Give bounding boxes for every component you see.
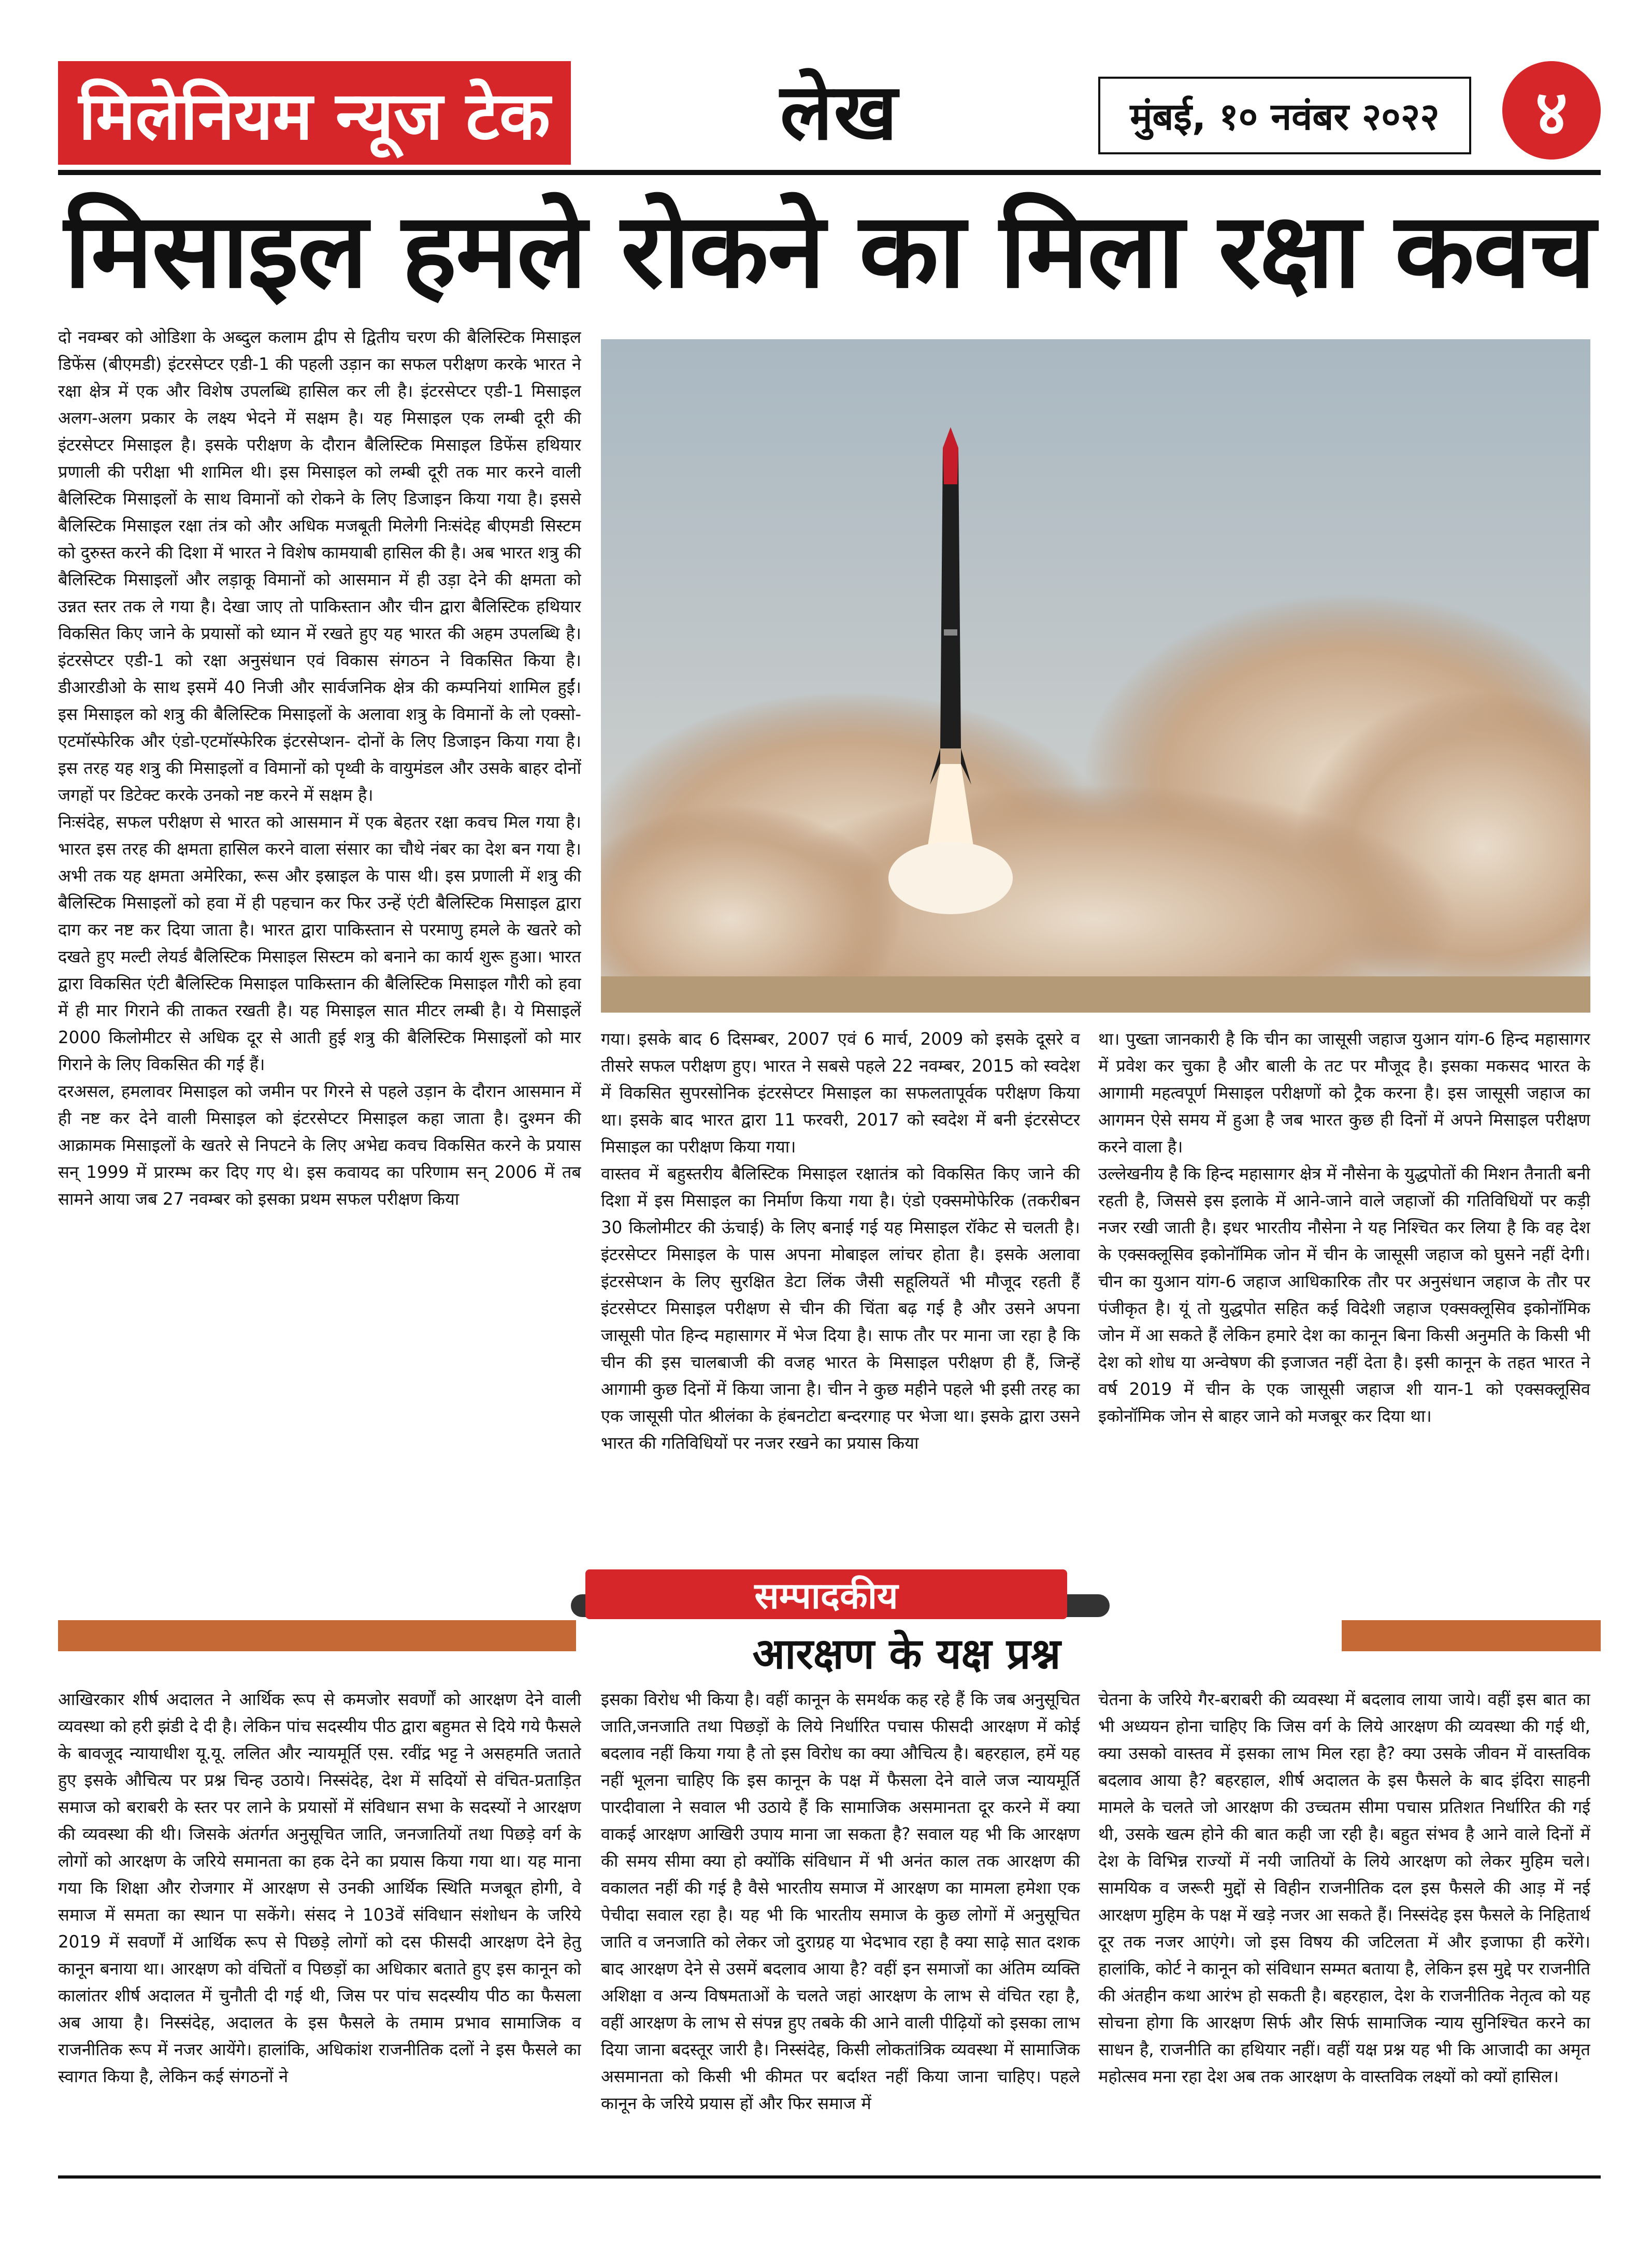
- article-headline: मिसाइल हमले रोकने का मिला रक्षा कवच: [64, 190, 1595, 311]
- article-paragraph: दो नवम्बर को ओडिशा के अब्दुल कलाम द्वीप से द्वितीय चरण की बैलिस्टिक मिसाइल डिफेंस (बीएमडी) इंटरसेप्टर एडी-1 की पहली उड़ान का सफल परीक्षण करके भारत ने रक्षा क्षेत्र में एक और विशेष उपलब्धि हासिल कर ली है। इंटरसेप्टर एडी-1 मिसाइल अलग-अलग प्रकार के लक्ष्य भेदने में सक्षम है। यह मिसाइल एक लम्बी दूरी की इंटरसेप्टर मिसाइल है। इसके परीक्षण के दौरान बैलिस्टिक मिसाइल डिफेंस हथियार प्रणाली की परीक्षा भी शामिल थी। इस मिसाइल को लम्बी दूरी तक मार करने वाली बैलिस्टिक मिसाइलों के साथ विमानों को रोकने के लिए डिजाइन किया गया है। इससे बैलिस्टिक मिसाइल रक्षा तंत्र को और अधिक मजबूती मिलेगी निःसंदेह बीएमडी सिस्टम को दुरुस्त करने की दिशा में भारत ने विशेष कामयाबी हासिल की है। अब भारत शत्रु की बैलिस्टिक मिसाइलों और लड़ाकू विमानों को आसमान में ही उड़ा देने की क्षमता को उन्नत स्तर तक ले गया है। देखा जाए तो पाकिस्तान और चीन द्वारा बैलिस्टिक हथियार विकसित किए जाने के प्रयासों को ध्यान में रखते हुए यह भारत की अहम उपलब्धि है। इंटरसेप्टर एडी-1 को रक्षा अनुसंधान एवं विकास संगठन ने विकसित किया है। डीआरडीओ के साथ इसमें 40 निजी और सार्वजनिक क्षेत्र की कम्पनियां शामिल हुईं। इस मिसाइल को शत्रु की बैलिस्टिक मिसाइलों के अलावा शत्रु के विमानों के लो एक्सो-एटमॉस्फेरिक और एंडो-एटमॉस्फेरिक इंटरसेप्शन- दोनों के लिए डिजाइन किया गया है। इस तरह यह शत्रु की मिसाइलों व विमानों को पृथ्वी के वायुमंडल और उसके बाहर दोनों जगहों पर डिटेक्ट करके उनको नष्ट करने में सक्षम है।: [58, 327, 581, 805]
- editorial-title: आरक्षण के यक्ष प्रश्न: [752, 1629, 1061, 1679]
- editorial-paragraph: चेतना के जरिये गैर-बराबरी की व्यवस्था में बदलाव लाया जाये। वहीं इस बात का भी अध्ययन होना चाहिए कि जिस वर्ग के लिये आरक्षण की व्यवस्था की गई थी, क्या उसको वास्तव में इसका लाभ मिल रहा है? क्या उसके जीवन में वास्तविक बदलाव आया है? बहरहाल, शीर्ष अदालत के इस फैसले के बाद इंदिरा साहनी मामले के चलते जो आरक्षण की उच्चतम सीमा पचास प्रतिशत निर्धारित की गई थी, उसके खत्म होने की बात कही जा रही है। बहुत संभव है आने वाले दिनों में देश के विभिन्न राज्यों में नयी जातियों के लिये आरक्षण को लेकर मुहिम चले। सामयिक व जरूरी मुद्दों से विहीन राजनीतिक दल इस फैसले की आड़ में नई आरक्षण मुहिम के पक्ष में खड़े नजर आ सकते हैं। निस्संदेह इस फैसले के निहितार्थ दूर तक नजर आएंगे। जो इस विषय की जटिलता में और इजाफा ही करेंगे। हालांकि, कोर्ट ने कानून को संविधान सम्मत बताया है, लेकिन इस मुद्दे पर राजनीति की अंतहीन कथा आरंभ हो सकती है। बहरहाल, देश के राजनीतिक नेतृत्व को यह सोचना होगा कि आरक्षण सिर्फ और सिर्फ सामाजिक न्याय सुनिश्चित करने का साधन है, राजनीति का हथियार नहीं। वहीं यक्ष प्रश्न यह भी कि आजादी का अमृत महोत्सव मना रहा देश अब तक आरक्षण के वास्तविक लक्ष्यों को क्यों हासिल।: [1098, 1690, 1590, 2086]
- article-column-1: [58, 324, 581, 1577]
- article-paragraph: गया। इसके बाद 6 दिसम्बर, 2007 एवं 6 मार्च, 2009 को इसके दूसरे व तीसरे सफल परीक्षण हुए। भारत ने सबसे पहले 22 नवम्बर, 2015 को स्वदेश में विकसित सुपरसोनिक इंटरसेप्टर मिसाइल का सफलतापूर्वक परीक्षण किया था। इसके बाद भारत द्वारा 11 फरवरी, 2017 को स्वदेश में बनी इंटरसेप्टर मिसाइल का परीक्षण किया गया।: [601, 1029, 1080, 1157]
- editorial-column-1: [58, 1686, 581, 2173]
- article-paragraph: उल्लेखनीय है कि हिन्द महासागर क्षेत्र में नौसेना के युद्धपोतों की मिशन तैनाती बनी रहती है, जिससे इस इलाके में आने-जाने वाले जहाजों की गतिविधियों पर कड़ी नजर रखी जाती है। इधर भारतीय नौसेना ने यह निश्चित कर लिया है कि वह देश के एक्सक्लूसिव इकोनॉमिक जोन में चीन के जासूसी जहाज को घुसने नहीं देगी। चीन का युआन यांग-6 जहाज आधिकारिक तौर पर अनुसंधान जहाज के तौर पर पंजीकृत है। यूं तो युद्धपोत सहित कई विदेशी जहाज एक्सक्लूसिव इकोनॉमिक जोन में आ सकते हैं लेकिन हमारे देश का कानून बिना किसी अनुमति के किसी भी देश को शोध या अन्वेषण की इजाजत नहीं देता है। इसी कानून के तहत भारत ने वर्ष 2019 में चीन के एक जासूसी जहाज शी यान-1 को एक्सक्लूसिव इकोनॉमिक जोन से बाहर जाने को मजबूर कर दिया था।: [1098, 1164, 1590, 1426]
- editorial-column-2: [601, 1686, 1080, 2173]
- article-paragraph: था। पुख्ता जानकारी है कि चीन का जासूसी जहाज युआन यांग-6 हिन्द महासागर में प्रवेश कर चुका है और बाली के तट पर मौजूद है। इसका मकसद भारत के आगामी महत्वपूर्ण मिसाइल परीक्षणों को ट्रैक करना है। इस जासूसी जहाज का आगमन ऐसे समय में हुआ है जब भारत कुछ ही दिनों में अपने मिसाइल परीक्षण करने वाला है।: [1098, 1029, 1590, 1157]
- dateline: मुंबई, १० नवंबर २०२२: [1098, 77, 1471, 154]
- article-column-2: [601, 1026, 1080, 1575]
- section-label: लेख: [780, 67, 899, 157]
- missile-launch-photo: [601, 339, 1590, 1013]
- editorial-paragraph: आखिरकार शीर्ष अदालत ने आर्थिक रूप से कमजोर सवर्णों को आरक्षण देने वाली व्यवस्था को हरी झंडी दे दी है। लेकिन पांच सदस्यीय पीठ द्वारा बहुमत से दिये गये फैसले के बावजूद न्यायाधीश यू.यू. ललित और न्यायमूर्ति एस. रवींद्र भट्ट ने असहमति जताते हुए इसके औचित्य पर प्रश्न चिन्ह उठाये। निस्संदेह, देश में सदियों से वंचित-प्रताड़ित समाज को बराबरी के स्तर पर लाने के प्रयासों में संविधान सभा के सदस्यों ने आरक्षण की व्यवस्था की थी। जिसके अंतर्गत अनुसूचित जाति, जनजातियों तथा पिछड़े वर्ग के लोगों को आरक्षण के जरिये समानता का हक देने का प्रयास किया गया था। यह माना गया कि शिक्षा और रोजगार में आरक्षण से उनकी आर्थिक स्थिति मजबूत होगी, वे समाज में समता का स्थान पा सकेंगे। संसद ने 103वें संविधान संशोधन के जरिये 2019 में सवर्णों में आर्थिक रूप से पिछड़े लोगों को दस फीसदी आरक्षण देने हेतु कानून बनाया था। आरक्षण को वंचितों व पिछड़ों का अधिकार बताते हुए इस कानून को कालांतर शीर्ष अदालत में चुनौती दी गई थी, जिस पर पांच सदस्यीय पीठ का फैसला अब आया है। निस्संदेह, अदालत के इस फैसले के तमाम प्रभाव सामाजिक व राजनीतिक रूप में नजर आयेंगे। हालांकि, अधिकांश राजनीतिक दलों ने इस फैसले का स्वागत किया है, लेकिन कई संगठनों ने: [58, 1690, 581, 2086]
- footer-rule: [58, 2175, 1601, 2179]
- article-paragraph: निःसंदेह, सफल परीक्षण से भारत को आसमान में एक बेहतर रक्षा कवच मिल गया है। भारत इस तरह की क्षमता हासिल करने वाला संसार का चौथे नंबर का देश बन गया है। अभी तक यह क्षमता अमेरिका, रूस और इस्राइल के पास थी। इस प्रणाली में शत्रु की बैलिस्टिक मिसाइलों को हवा में ही पहचान कर फिर उन्हें एंटी बैलिस्टिक मिसाइल द्वारा दाग कर नष्ट कर दिया जाता है। भारत द्वारा पाकिस्तान से परमाणु हमले के खतरे को दखते हुए मल्टी लेयर्ड बैलिस्टिक मिसाइल सिस्टम को बनाने का कार्य शुरू हुआ। भारत द्वारा विकसित एंटी बैलिस्टिक मिसाइल पाकिस्तान की बैलिस्टिक मिसाइल गौरी को हवा में ही मार गिराने की ताकत रखती है। यह मिसाइल सात मीटर लम्बी है। ये मिसाइलें 2000 किलोमीटर से अधिक दूर से आती हुई शत्रु की बैलिस्टिक मिसाइलों को मार गिराने के लिए विकसित की गई हैं।: [58, 812, 581, 1074]
- masthead-rule: [58, 170, 1601, 175]
- article-paragraph: दरअसल, हमलावर मिसाइल को जमीन पर गिरने से पहले उड़ान के दौरान आसमान में ही नष्ट कर देने वाली मिसाइल को इंटरसेप्टर मिसाइल कहा जाता है। दुश्मन की आक्रामक मिसाइलों के खतरे से निपटने के लिए अभेद्य कवच विकसित करने के प्रयास सन् 1999 में प्रारम्भ कर दिए गए थे। इस कवायद का परिणाम सन् 2006 में तब सामने आया जब 27 नवम्बर को इसका प्रथम सफल परीक्षण किया: [58, 1081, 581, 1209]
- article-paragraph: वास्तव में बहुस्तरीय बैलिस्टिक मिसाइल रक्षातंत्र को विकसित किए जाने की दिशा में इस मिसाइल का निर्माण किया गया है। एंडो एक्समोफेरिक (तकरीबन 30 किलोमीटर की ऊंचाई) के लिए बनाई गई यह मिसाइल रॉकेट से चलती है। इंटरसेप्टर मिसाइल के पास अपना मोबाइल लांचर होता है। इसके अलावा इंटरसेप्शन के लिए सुरक्षित डेटा लिंक जैसी सहूलियतें भी मौजूद रहती हैं इंटरसेप्टर मिसाइल परीक्षण से चीन की चिंता बढ़ गई है और उसने अपना जासूसी पोत हिन्द महासागर में भेज दिया है। साफ तौर पर माना जा रहा है कि चीन की इस चालबाजी की वजह भारत के मिसाइल परीक्षण ही हैं, जिन्हें आगामी कुछ दिनों में किया जाना है। चीन ने कुछ महीने पहले भी इसी तरह का एक जासूसी पोत श्रीलंका के हंबनटोटा बन्दरगाह पर भेजा था। इसके द्वारा उसने भारत की गतिविधियों पर नजर रखने का प्रयास किया: [601, 1164, 1080, 1453]
- page-number-badge: ४: [1502, 61, 1601, 160]
- editorial-paragraph: इसका विरोध भी किया है। वहीं कानून के समर्थक कह रहे हैं कि जब अनुसूचित जाति,जनजाति तथा पिछड़ों के लिये निर्धारित पचास फीसदी आरक्षण में कोई बदलाव नहीं किया गया है तो इस विरोध का क्या औचित्य है। बहरहाल, हमें यह नहीं भूलना चाहिए कि इस कानून के पक्ष में फैसला देने वाले जज न्यायमूर्ति पारदीवाला ने सवाल भी उठाये हैं कि सामाजिक असमानता दूर करने में क्या वाकई आरक्षण आखिरी उपाय माना जा सकता है? सवाल यह भी कि आरक्षण की समय सीमा क्या हो क्योंकि संविधान में भी अनंत काल तक आरक्षण की वकालत नहीं की गई है वैसे भारतीय समाज में आरक्षण का मामला हमेशा एक पेचीदा सवाल रहा है। यह भी कि भारतीय समाज के कुछ लोगों में अनुसूचित जाति व जनजाति को लेकर जो दुराग्रह या भेदभाव रहा है क्या साढ़े सात दशक बाद आरक्षण देने से उसमें बदलाव आया है? वहीं इन समाजों का अंतिम व्यक्ति अशिक्षा व अन्य विषमताओं के चलते जहां आरक्षण के लाभ से वंचित रहा है, वहीं आरक्षण के लाभ से संपन्न हुए तबके की आने वाली पीढ़ियों को इसका लाभ दिया जाना बदस्तूर जारी है। निस्संदेह, किसी लोकतांत्रिक व्यवस्था में सामाजिक असमानता को किसी भी कीमत पर बर्दाश्त नहीं किया जाना चाहिए। पहले कानून के जरिये प्रयास हों और फिर समाज में: [601, 1690, 1080, 2113]
- editorial-column-3: [1098, 1686, 1590, 2173]
- editorial-accent-right: [1342, 1620, 1601, 1651]
- editorial-accent-left: [58, 1620, 576, 1651]
- masthead-name: मिलेनियम न्यूज टेक: [58, 61, 571, 165]
- editorial-label: सम्पादकीय: [585, 1569, 1067, 1619]
- article-column-3: [1098, 1026, 1590, 1575]
